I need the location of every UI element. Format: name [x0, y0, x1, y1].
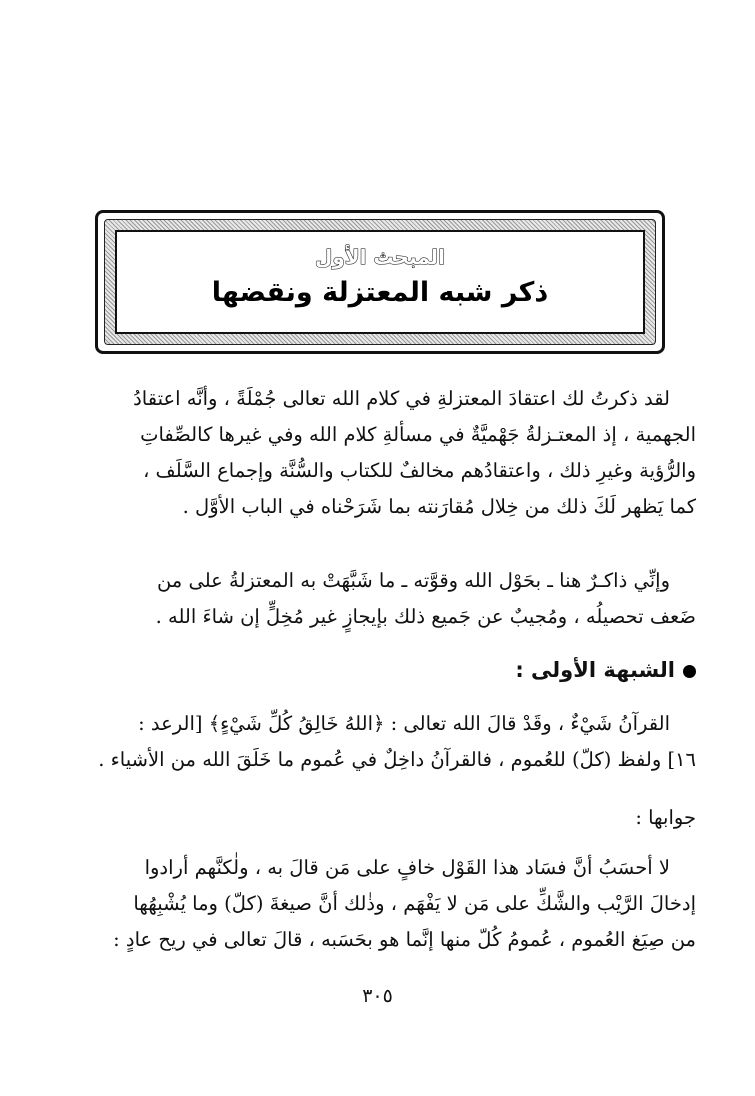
text-line: والرُّؤية وغيرِ ذلك ، واعتقادُهم مخالفٌ للكتاب والسُّنَّة وإجماع السَّلَف ، [143, 459, 696, 482]
bullet-icon [683, 665, 696, 678]
first-doubt-heading-text: الشبهة الأولى : [515, 658, 675, 682]
text-line: لا أحسَبُ أنَّ فسَاد هذا القَوْل خافٍ على مَن قالَ به ، ولٰكنَّهم أرادوا [144, 856, 670, 879]
text-line: ١٦] ولفظ (كلّ) للعُموم ، فالقرآنُ داخِلٌ في عُموم ما خَلَقَ الله من الأشياء . [98, 748, 696, 771]
text-line: كما يَظهر لَكَ ذلك من خِلال مُقارَنته بما شَرَحْناه في الباب الأوَّل . [182, 495, 696, 518]
text-line: القرآنُ شَيْءٌ ، وقَدْ قالَ الله تعالى : ﴿اللهُ خَالِقُ كُلِّ شَيْءٍ﴾ [الرعد : [138, 712, 670, 735]
first-doubt-heading [60, 658, 696, 682]
chapter-title-box [115, 230, 645, 334]
chapter-title: ذكر شبه المعتزلة ونقضها [211, 277, 549, 308]
answer-label: جوابها : [635, 806, 696, 829]
chapter-title-frame [95, 210, 665, 354]
intro-paragraph-1 [60, 381, 696, 525]
answer-paragraph [60, 850, 696, 958]
text-line: من صِيَغ العُموم ، عُمومُ كُلّ منها إنَّما هو بحَسَبه ، قالَ تعالى في ريح عادٍ : [113, 928, 696, 951]
text-line: الجهمية ، إذ المعتـزلةُ جَهْميَّةٌ في مسألةِ كلام الله وفي غيرها كالصِّفاتِ [140, 423, 696, 446]
chapter-title-border [104, 219, 656, 345]
text-line: إدخالَ الرَّيْب والشَّكِّ على مَن لا يَفْهَم ، وذٰلك أنَّ صيغةَ (كلّ) وما يُشْبِهُها [133, 892, 696, 915]
text-line: ضَعف تحصيلُه ، ومُجيبٌ عن جَميع ذلك بإيجازٍ غير مُخِلٍّ إن شاءَ الله . [155, 605, 696, 628]
chapter-label: المبحث الأول [314, 245, 446, 269]
page-number: ٣٠٥ [362, 985, 393, 1007]
text-line: وإنِّي ذاكـرٌ هنا ـ بحَوْل الله وقوَّته ـ ما شَبَّهَتْ به المعتزلةُ على من [156, 569, 670, 592]
first-doubt-paragraph [60, 706, 696, 778]
text-line: لقد ذكرتُ لك اعتقادَ المعتزلةِ في كلام الله تعالى جُمْلَةً ، وأنَّه اعتقادُ [133, 387, 670, 410]
intro-paragraph-2 [60, 563, 696, 635]
